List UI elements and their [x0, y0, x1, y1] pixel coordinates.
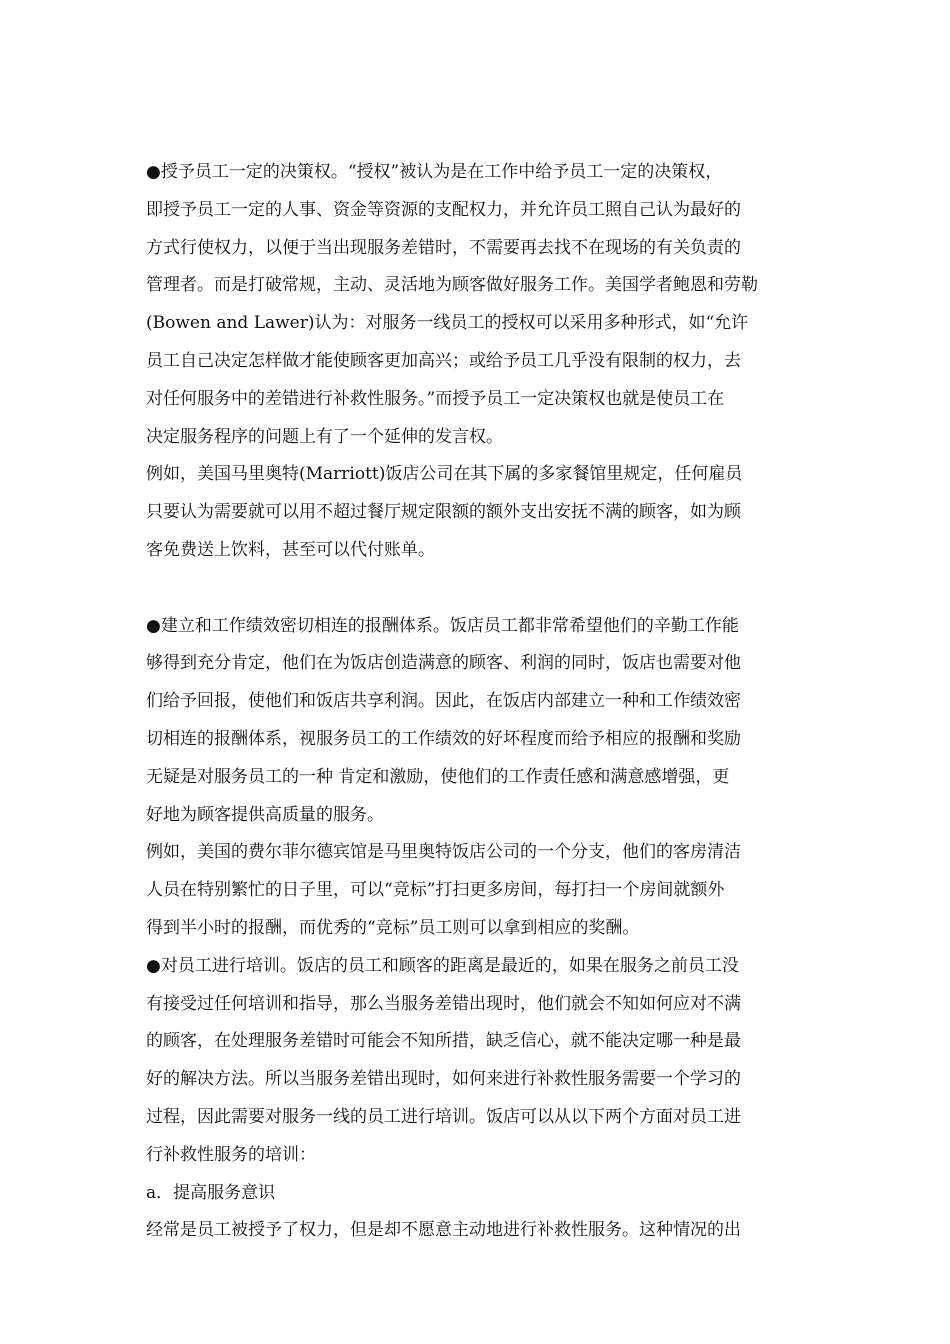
text-line: 够得到充分肯定，他们在为饭店创造满意的顾客、利润的同时，饭店也需要对他 — [146, 653, 741, 674]
text-line: 只要认为需要就可以用不超过餐厅规定限额的额外支出安抚不满的顾客，如为顾 — [146, 502, 741, 523]
text-line: 对任何服务中的差错进行补救性服务。”而授予员工一定决策权也就是使员工在 — [146, 388, 725, 409]
text-line: 无疑是对服务员工的一种 肯定和激励，使他们的工作责任感和满意感增强，更 — [146, 766, 730, 787]
text-line: 好地为顾客提供高质量的服务。 — [146, 804, 384, 825]
blank-line — [146, 570, 810, 608]
text-line: 行补救性服务的培训： — [146, 1144, 316, 1165]
text-line: 例如，美国的费尔菲尔德宾馆是马里奥特饭店公司的一个分支，他们的客房清洁 — [146, 842, 741, 863]
text-line: 得到半小时的报酬，而优秀的“竞标”员工则可以拿到相应的奖酬。 — [146, 917, 640, 938]
text-line: 例如，美国马里奥特(Marriott)饭店公司在其下属的多家餐馆里规定，任何雇员 — [146, 464, 743, 485]
text-line: ●建立和工作绩效密切相连的报酬体系。饭店员工都非常希望他们的辛勤工作能 — [146, 615, 739, 636]
text-line: 的顾客，在处理服务差错时可能会不知所措，缺乏信心，就不能决定哪一种是最 — [146, 1031, 741, 1052]
text-line: 经常是员工被授予了权力，但是却不愿意主动地进行补救性服务。这种情况的出 — [146, 1220, 741, 1241]
document-body — [146, 154, 810, 1250]
text-line: a．提高服务意识 — [146, 1182, 276, 1203]
text-line: 好的解决方法。所以当服务差错出现时，如何来进行补救性服务需要一个学习的 — [146, 1069, 741, 1090]
text-line: 过程，因此需要对服务一线的员工进行培训。饭店可以从以下两个方面对员工进 — [146, 1106, 741, 1127]
text-line: 切相连的报酬体系，视服务员工的工作绩效的好坏程度而给予相应的报酬和奖励 — [146, 728, 741, 749]
text-line: 人员在特别繁忙的日子里，可以“竞标”打扫更多房间，每打扫一个房间就额外 — [146, 880, 725, 901]
text-line: 管理者。而是打破常规，主动、灵活地为顾客做好服务工作。美国学者鲍恩和劳勒 — [146, 275, 758, 296]
text-line: (Bowen and Lawer)认为：对服务一线员工的授权可以采用多种形式，如“允许 — [146, 313, 749, 334]
text-line: 有接受过任何培训和指导，那么当服务差错出现时，他们就会不知如何应对不满 — [146, 993, 741, 1014]
text-line: ●授予员工一定的决策权。“授权”被认为是在工作中给予员工一定的决策权， — [146, 162, 723, 182]
text-line: 们给予回报，使他们和饭店共享利润。因此，在饭店内部建立一种和工作绩效密 — [146, 691, 741, 712]
text-line: 即授予员工一定的人事、资金等资源的支配权力，并允许员工照自己认为最好的 — [146, 199, 741, 220]
text-line: 客免费送上饮料，甚至可以代付账单。 — [146, 539, 435, 560]
text-line: 方式行使权力，以便于当出现服务差错时，不需要再去找不在现场的有关负责的 — [146, 237, 741, 258]
text-line: 员工自己决定怎样做才能使顾客更加高兴；或给予员工几乎没有限制的权力，去 — [146, 350, 741, 371]
text-line: 决定服务程序的问题上有了一个延伸的发言权。 — [146, 426, 503, 447]
text-line: ●对员工进行培训。饭店的员工和顾客的距离是最近的，如果在服务之前员工没 — [146, 955, 739, 976]
